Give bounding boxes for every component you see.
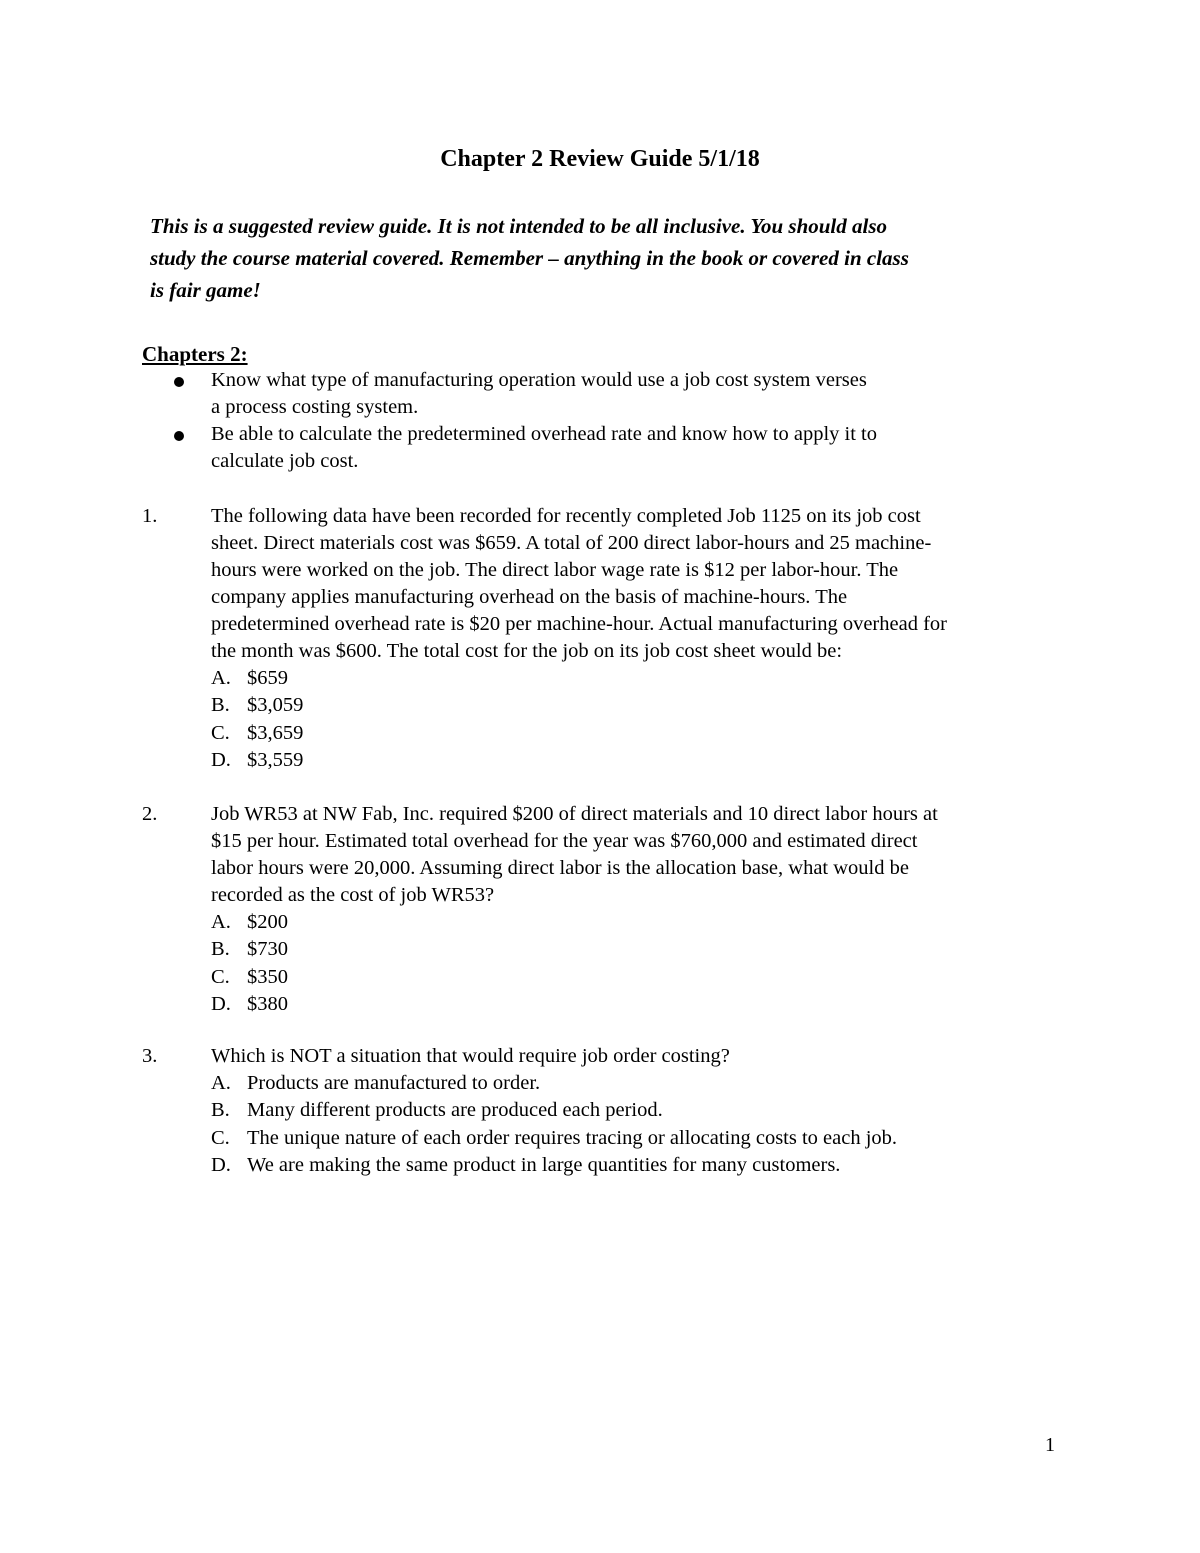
answer-option <box>211 692 1200 719</box>
option-text: $730 <box>247 938 288 961</box>
question-line: the month was $600. The total cost for the job on its job cost sheet would be: <box>211 640 843 662</box>
option-text: $3,659 <box>247 721 304 744</box>
option-letter: A. <box>211 1072 231 1094</box>
answer-option <box>211 964 1200 991</box>
question-line: labor hours were 20,000. Assuming direct labor is the allocation base, what would be <box>211 857 909 879</box>
option-text: Many different products are produced each period. <box>247 1099 663 1122</box>
answer-option <box>211 747 1200 774</box>
option-letter: D. <box>211 1153 231 1176</box>
bullet-list <box>0 367 1200 475</box>
option-letter: B. <box>211 694 230 717</box>
option-text: $200 <box>247 911 288 933</box>
page-number: 1 <box>1045 1434 1055 1456</box>
question-line: Which is NOT a situation that would require job order costing? <box>211 1045 730 1067</box>
option-text: Products are manufactured to order. <box>247 1072 541 1094</box>
question-line: The following data have been recorded for recently completed Job 1125 on its job cost <box>211 505 921 527</box>
option-letter: A. <box>211 667 231 689</box>
option-text: The unique nature of each order requires tracing or allocating costs to each job. <box>247 1126 898 1149</box>
section-heading: Chapters 2: <box>142 342 248 366</box>
question-line: Job WR53 at NW Fab, Inc. required $200 of direct materials and 10 direct labor hours at <box>211 803 938 825</box>
option-letter: B. <box>211 938 230 961</box>
answer-option <box>211 936 1200 963</box>
answer-option <box>211 991 1200 1018</box>
answer-option <box>211 909 1200 936</box>
question-3 <box>0 1043 1200 1179</box>
option-text: $3,059 <box>247 694 304 717</box>
option-letter: C. <box>211 1126 230 1149</box>
bullet-line: calculate job cost. <box>211 450 359 472</box>
question-line: predetermined overhead rate is $20 per machine-hour. Actual manufacturing overhead for <box>211 613 947 635</box>
option-letter: A. <box>211 911 231 933</box>
bullet-dot-icon <box>174 431 184 441</box>
intro-line: is fair game! <box>150 278 261 302</box>
option-letter: B. <box>211 1099 230 1122</box>
question-body <box>0 801 1200 1018</box>
question-number: 1. <box>142 505 158 527</box>
question-line: sheet. Direct materials cost was $659. A total of 200 direct labor-hours and 25 machine- <box>211 532 932 554</box>
option-letter: C. <box>211 721 230 744</box>
question-line: $15 per hour. Estimated total overhead for the year was $760,000 and estimated direct <box>211 830 918 852</box>
intro-paragraph <box>150 210 1030 306</box>
answer-option <box>211 720 1200 747</box>
question-line: recorded as the cost of job WR53? <box>211 884 495 906</box>
option-letter: D. <box>211 992 231 1015</box>
question-2 <box>0 801 1200 1018</box>
option-text: $380 <box>247 992 288 1015</box>
bullet-line: Know what type of manufacturing operation would use a job cost system verses <box>211 369 867 391</box>
question-number: 2. <box>142 803 158 825</box>
answer-option <box>211 1152 1200 1179</box>
question-number: 3. <box>142 1045 158 1067</box>
option-text: $350 <box>247 965 288 988</box>
bullet-line: a process costing system. <box>211 396 419 418</box>
question-line: hours were worked on the job. The direct labor wage rate is $12 per labor-hour. The <box>211 559 899 581</box>
option-text: $3,559 <box>247 748 304 771</box>
question-1 <box>0 503 1200 774</box>
bullet-item <box>0 367 1200 421</box>
question-body <box>0 1043 1200 1179</box>
answer-option <box>211 1070 1200 1097</box>
answer-option <box>211 1097 1200 1124</box>
bullet-dot-icon <box>174 377 184 387</box>
answer-option <box>211 1125 1200 1152</box>
intro-line: study the course material covered. Remember – anything in the book or covered in class <box>150 246 909 270</box>
bullet-item <box>0 421 1200 475</box>
option-text: We are making the same product in large quantities for many customers. <box>247 1153 841 1176</box>
question-body <box>0 503 1200 774</box>
option-text: $659 <box>247 667 288 689</box>
answer-option <box>211 665 1200 692</box>
question-line: company applies manufacturing overhead on the basis of machine-hours. The <box>211 586 848 608</box>
page-title: Chapter 2 Review Guide 5/1/18 <box>440 146 760 172</box>
intro-line: This is a suggested review guide. It is not intended to be all inclusive. You should also <box>150 214 888 238</box>
option-letter: D. <box>211 748 231 771</box>
option-letter: C. <box>211 965 230 988</box>
bullet-line: Be able to calculate the predetermined overhead rate and know how to apply it to <box>211 423 877 445</box>
